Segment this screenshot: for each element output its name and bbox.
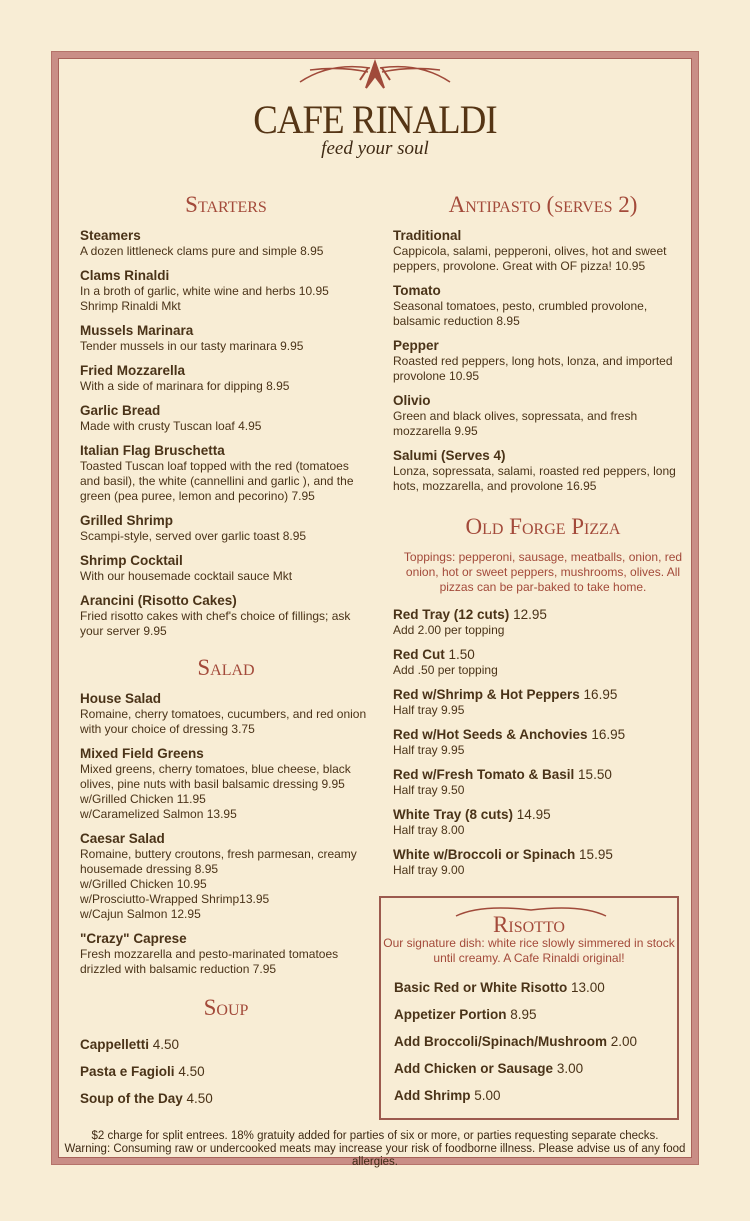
item-name: [393, 393, 693, 409]
right-column: [393, 190, 693, 887]
item-title: White Tray (8 cuts): [393, 807, 514, 822]
item-title: Fried Mozzarella: [80, 363, 186, 378]
item-description: Lonza, sopressata, salami, roasted red peppers, long hots, mozzarella, and provolone 16.95: [393, 464, 676, 493]
menu-item: [80, 831, 372, 922]
item-price: 8.95: [510, 1007, 537, 1022]
allergy-warning: Warning: Consuming raw or undercooked meats may increase your risk of foodborne illness. Please advise us of any food allergies.: [64, 1143, 686, 1168]
item-description: Fresh mozzarella and pesto-marinated tomatoes drizzled with balsamic reduction 7.95: [80, 947, 339, 976]
menu-item: [393, 727, 693, 758]
item-name: [393, 607, 693, 623]
item-title: Add Chicken or Sausage: [394, 1061, 554, 1076]
split-charge-note: $2 charge for split entrees. 18% gratuity added for parties of six or more, or parties requesting separate checks.: [91, 1130, 659, 1142]
item-description: A dozen littleneck clams pure and simple 8.95: [80, 244, 324, 258]
item-name: [393, 687, 693, 703]
item-title: Caesar Salad: [80, 831, 165, 846]
tagline: feed your soul: [321, 138, 429, 159]
item-title: Red w/Fresh Tomato & Basil: [393, 767, 575, 782]
item-title: Pasta e Fagioli: [80, 1064, 175, 1079]
menu-item: [393, 607, 693, 638]
menu-item: [381, 1028, 677, 1055]
item-option: w/Grilled Chicken 10.95: [80, 877, 207, 891]
menu-item: [80, 228, 372, 259]
menu-item: [381, 1082, 677, 1109]
item-price: 15.50: [578, 767, 612, 782]
item-name: [80, 691, 372, 707]
salad-list: [80, 691, 372, 977]
item-option: Shrimp Rinaldi Mkt: [80, 299, 181, 313]
left-column: [80, 190, 372, 1112]
item-name: [80, 831, 372, 847]
pizza-heading: Old Forge Pizza: [465, 514, 621, 539]
flourish-ornament-icon: [451, 902, 611, 918]
item-description: Seasonal tomatoes, pesto, crumbled provolone, balsamic reduction 8.95: [393, 299, 648, 328]
item-name: [80, 443, 372, 459]
item-name: [80, 931, 372, 947]
item-price: 13.00: [571, 980, 605, 995]
item-title: Appetizer Portion: [394, 1007, 507, 1022]
menu-item: [80, 403, 372, 434]
starters-heading: Starters: [185, 192, 267, 217]
item-description: Cappicola, salami, pepperoni, olives, hot and sweet peppers, provolone. Great with OF pizza! 10.95: [393, 244, 667, 273]
item-name: [393, 338, 693, 354]
menu-item: [80, 1085, 372, 1112]
item-name: [80, 228, 372, 244]
item-description: Tender mussels in our tasty marinara 9.95: [80, 339, 304, 353]
menu-item: [393, 228, 693, 274]
item-name: [393, 448, 693, 464]
item-option: w/Grilled Chicken 11.95: [80, 792, 206, 806]
menu-item: [80, 1058, 372, 1085]
item-price: 12.95: [513, 607, 547, 622]
item-description: Scampi-style, served over garlic toast 8.95: [80, 529, 307, 543]
item-name: [393, 727, 693, 743]
item-title: Cappelletti: [80, 1037, 150, 1052]
item-description: Fried risotto cakes with chef's choice of fillings; ask your server 9.95: [80, 609, 351, 638]
menu-item: [80, 513, 372, 544]
menu-item: [80, 443, 372, 504]
flourish-ornament-icon: [290, 58, 460, 94]
item-option: w/Prosciutto-Wrapped Shrimp13.95: [80, 892, 270, 906]
item-name: [80, 403, 372, 419]
item-title: Clams Rinaldi: [80, 268, 170, 283]
item-description: With our housemade cocktail sauce Mkt: [80, 569, 293, 583]
item-title: Mixed Field Greens: [80, 746, 204, 761]
item-price: 14.95: [516, 807, 551, 822]
item-description: In a broth of garlic, white wine and herbs 10.95: [80, 284, 329, 298]
item-name: [80, 323, 372, 339]
item-title: White w/Broccoli or Spinach: [393, 847, 576, 862]
item-description: With a side of marinara for dipping 8.95: [80, 379, 290, 393]
risotto-list: [381, 974, 677, 1109]
item-title: Arancini (Risotto Cakes): [80, 593, 237, 608]
pizza-toppings-note: Toppings: pepperoni, sausage, meatballs, onion, red onion, hot or sweet peppers, mushrooms, olives. All pizzas can be par-baked to take home.: [403, 550, 683, 594]
menu-item: [80, 931, 372, 977]
menu-item: [80, 691, 372, 737]
menu-item: [80, 1031, 372, 1058]
menu-item: [393, 393, 693, 439]
item-title: Salumi (Serves 4): [393, 448, 506, 463]
footer-notes: [58, 1130, 692, 1169]
item-title: Soup of the Day: [80, 1091, 183, 1106]
menu-item: [80, 553, 372, 584]
item-description: Made with crusty Tuscan loaf 4.95: [80, 419, 262, 433]
menu-item: [393, 647, 693, 678]
item-price: 5.00: [474, 1088, 501, 1103]
item-description: Half tray 9.00: [393, 863, 465, 877]
item-title: Tomato: [393, 283, 441, 298]
antipasto-list: [393, 228, 693, 494]
item-name: [80, 746, 372, 762]
item-description: Toasted Tuscan loaf topped with the red (tomatoes and basil), the white (cannellini and garlic ), and the green (pea puree, lemon and pecorino) 7.95: [80, 459, 354, 503]
item-name: [80, 593, 372, 609]
item-name: [80, 268, 372, 284]
item-price: 1.50: [448, 647, 475, 662]
soup-heading: Soup: [203, 995, 249, 1020]
menu-item: [80, 746, 372, 822]
menu-item: [393, 338, 693, 384]
antipasto-heading: Antipasto (serves 2): [448, 192, 638, 217]
item-title: Mussels Marinara: [80, 323, 194, 338]
item-price: 2.00: [610, 1034, 638, 1049]
item-name: [80, 553, 372, 569]
item-name: [393, 647, 693, 663]
item-description: Add 2.00 per topping: [393, 623, 505, 637]
item-title: Italian Flag Bruschetta: [80, 443, 225, 458]
item-option: w/Cajun Salmon 12.95: [80, 907, 201, 921]
item-description: Half tray 9.95: [393, 743, 465, 757]
item-name: [393, 847, 693, 863]
item-price: 16.95: [591, 727, 626, 742]
starters-list: [80, 228, 372, 639]
item-price: 4.50: [186, 1091, 213, 1106]
soup-list: [80, 1031, 372, 1112]
item-title: Add Shrimp: [394, 1088, 471, 1103]
item-description: Half tray 8.00: [393, 823, 465, 837]
item-price: 4.50: [152, 1037, 180, 1052]
item-name: [80, 513, 372, 529]
item-title: Pepper: [393, 338, 439, 353]
item-price: 4.50: [178, 1064, 205, 1079]
item-title: Grilled Shrimp: [80, 513, 174, 528]
item-title: Steamers: [80, 228, 141, 243]
pizza-list: [393, 607, 693, 878]
item-description: Add .50 per topping: [393, 663, 498, 677]
item-title: Red w/Shrimp & Hot Peppers: [393, 687, 580, 702]
item-title: Red Tray (12 cuts): [393, 607, 510, 622]
menu-item: [80, 593, 372, 639]
item-price: 16.95: [583, 687, 618, 702]
item-title: Garlic Bread: [80, 403, 161, 418]
menu-item: [80, 323, 372, 354]
menu-item: [381, 1055, 677, 1082]
risotto-box: [379, 896, 679, 1120]
item-title: Red Cut: [393, 647, 445, 662]
menu-item: [393, 283, 693, 329]
item-name: [393, 807, 693, 823]
menu-item: [381, 974, 677, 1001]
item-name: [393, 228, 693, 244]
salad-heading: Salad: [197, 655, 255, 680]
risotto-note: Our signature dish: white rice slowly simmered in stock until creamy. A Cafe Rinaldi original!: [383, 936, 675, 965]
item-price: 15.95: [579, 847, 613, 862]
menu-item: [393, 807, 693, 838]
item-description: Romaine, buttery croutons, fresh parmesan, creamy housemade dressing 8.95: [80, 847, 357, 876]
menu-item: [80, 268, 372, 314]
item-name: [393, 767, 693, 783]
item-title: Red w/Hot Seeds & Anchovies: [393, 727, 588, 742]
item-description: Half tray 9.50: [393, 783, 465, 797]
menu-item: [393, 847, 693, 878]
item-description: Half tray 9.95: [393, 703, 465, 717]
item-title: Olivio: [393, 393, 431, 408]
item-name: [393, 283, 693, 299]
item-title: Add Broccoli/Spinach/Mushroom: [394, 1034, 608, 1049]
menu-item: [393, 448, 693, 494]
menu-item: [381, 1001, 677, 1028]
item-title: Shrimp Cocktail: [80, 553, 183, 568]
restaurant-name: CAFE RINALDI: [253, 97, 497, 142]
item-title: Basic Red or White Risotto: [394, 980, 568, 995]
item-option: w/Caramelized Salmon 13.95: [80, 807, 237, 821]
item-description: Green and black olives, sopressata, and fresh mozzarella 9.95: [393, 409, 638, 438]
item-description: Mixed greens, cherry tomatoes, blue cheese, black olives, pine nuts with basil balsamic dressing 9.95: [80, 762, 351, 791]
item-title: House Salad: [80, 691, 162, 706]
item-description: Roasted red peppers, long hots, lonza, and imported provolone 10.95: [393, 354, 673, 383]
item-description: Romaine, cherry tomatoes, cucumbers, and red onion with your choice of dressing 3.75: [80, 707, 367, 736]
menu-item: [393, 687, 693, 718]
menu-item: [393, 767, 693, 798]
item-title: Traditional: [393, 228, 462, 243]
item-title: "Crazy" Caprese: [80, 931, 187, 946]
menu-item: [80, 363, 372, 394]
item-price: 3.00: [556, 1061, 584, 1076]
risotto-heading: Risotto: [493, 912, 565, 937]
item-name: [80, 363, 372, 379]
